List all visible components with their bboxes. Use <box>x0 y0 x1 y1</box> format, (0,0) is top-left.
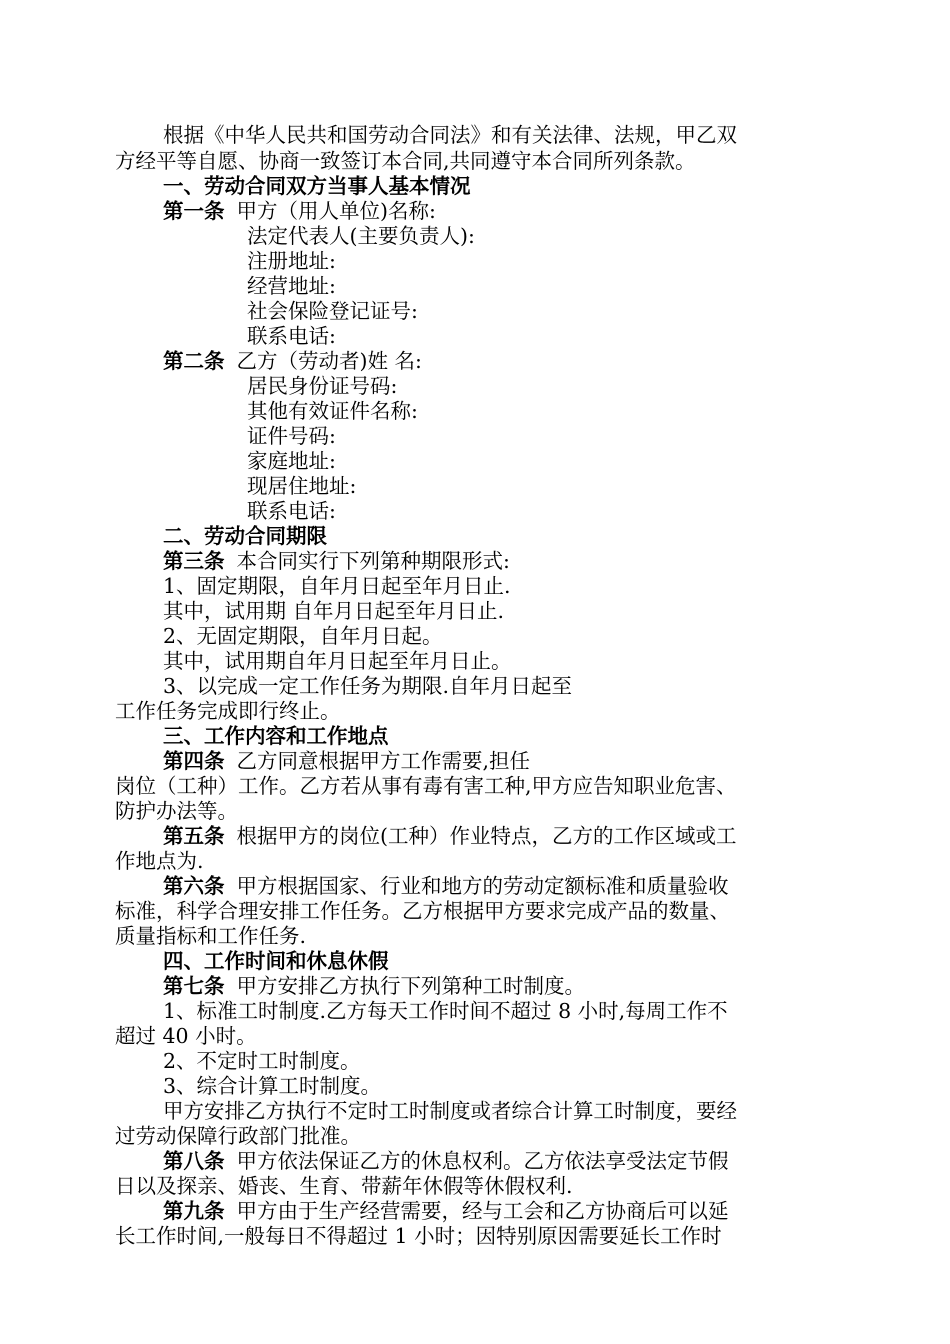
article-9-cont: 长工作时间,一般每日不得超过 1 小时；因特别原因需要延长工作时 <box>115 1224 722 1248</box>
section-heading-1: 一、劳动合同双方当事人基本情况 <box>163 174 471 198</box>
intro-line-2: 方经平等自愿、协商一致签订本合同,共同遵守本合同所列条款。 <box>115 149 696 173</box>
term-fixed-probation: 其中，试用期 自年月日起至年月日止. <box>163 599 505 623</box>
article-7-text: 甲方安排乙方执行下列第种工时制度。 <box>236 974 585 998</box>
article-5-cont: 作地点为. <box>115 849 204 873</box>
article-5-text: 根据甲方的岗位(工种）作业特点，乙方的工作区域或工 <box>236 824 737 848</box>
field-registered-address: 注册地址: <box>247 249 336 273</box>
hours-standard: 1、标准工时制度.乙方每天工作时间不超过 8 小时,每周工作不 <box>163 999 728 1023</box>
field-home-address: 家庭地址: <box>247 449 336 473</box>
article-6-cont-1: 标准，科学合理安排工作任务。乙方根据甲方要求完成产品的数量、 <box>115 899 730 923</box>
field-id-no: 证件号码: <box>247 424 336 448</box>
term-open: 2、无固定期限，自年月日起。 <box>163 624 443 648</box>
article-6-cont-2: 质量指标和工作任务. <box>115 924 307 948</box>
article-8-line <box>163 1149 883 1174</box>
field-id-number: 居民身份证号码: <box>247 374 398 398</box>
article-6-line <box>163 874 883 899</box>
article-1-text: 甲方（用人单位)名称: <box>236 199 436 223</box>
article-9-head: 第九条 <box>163 1199 225 1223</box>
article-4-line <box>163 749 883 774</box>
field-business-address: 经营地址: <box>247 274 336 298</box>
article-6-text: 甲方根据国家、行业和地方的劳动定额标准和质量验收 <box>236 874 729 898</box>
article-7-line <box>163 974 883 999</box>
section-heading-3: 三、工作内容和工作地点 <box>163 724 389 748</box>
field-current-address: 现居住地址: <box>247 474 357 498</box>
article-9-line <box>163 1199 883 1224</box>
article-4-cont-2: 防护办法等。 <box>115 799 238 823</box>
intro-line-1: 根据《中华人民共和国劳动合同法》和有关法律、法规，甲乙双 <box>163 123 737 147</box>
hours-approval: 甲方安排乙方执行不定时工时制度或者综合计算工时制度，要经 <box>163 1099 737 1123</box>
article-9-text: 甲方由于生产经营需要，经与工会和乙方协商后可以延 <box>236 1199 729 1223</box>
article-4-text: 乙方同意根据甲方工作需要,担任 <box>236 749 531 773</box>
term-fixed: 1、固定期限，自年月日起至年月日止. <box>163 574 511 598</box>
article-5-head: 第五条 <box>163 824 225 848</box>
article-2-text: 乙方（劳动者)姓 名: <box>236 349 422 373</box>
hours-approval-cont: 过劳动保障行政部门批准。 <box>115 1124 361 1148</box>
field-worker-phone: 联系电话: <box>247 499 336 523</box>
term-task: 3、以完成一定工作任务为期限.自年月日起至 <box>163 674 573 698</box>
article-1-head: 第一条 <box>163 199 225 223</box>
article-3-head: 第三条 <box>163 549 225 573</box>
article-8-text: 甲方依法保证乙方的休息权利。乙方依法享受法定节假 <box>236 1149 729 1173</box>
field-other-id-name: 其他有效证件名称: <box>247 399 418 423</box>
term-open-probation: 其中，试用期自年月日起至年月日止。 <box>163 649 512 673</box>
field-legal-rep: 法定代表人(主要负责人): <box>247 224 475 248</box>
article-2-line <box>163 349 883 374</box>
article-4-head: 第四条 <box>163 749 225 773</box>
article-3-text: 本合同实行下列第种期限形式: <box>236 549 510 573</box>
section-heading-4: 四、工作时间和休息休假 <box>163 949 389 973</box>
article-8-cont: 日以及探亲、婚丧、生育、带薪年休假等休假权利. <box>115 1174 573 1198</box>
article-7-head: 第七条 <box>163 974 225 998</box>
hours-flexible: 2、不定时工时制度。 <box>163 1049 361 1073</box>
term-task-cont: 工作任务完成即行终止。 <box>115 699 341 723</box>
article-1-line <box>163 199 883 224</box>
section-heading-2: 二、劳动合同期限 <box>163 524 327 548</box>
hours-standard-cont: 超过 40 小时。 <box>115 1024 257 1048</box>
article-8-head: 第八条 <box>163 1149 225 1173</box>
article-6-head: 第六条 <box>163 874 225 898</box>
article-5-line <box>163 824 883 849</box>
field-employer-phone: 联系电话: <box>247 324 336 348</box>
article-2-head: 第二条 <box>163 349 225 373</box>
article-3-line <box>163 549 883 574</box>
article-4-cont-1: 岗位（工种）工作。乙方若从事有毒有害工种,甲方应告知职业危害、 <box>115 774 737 798</box>
field-social-insurance-no: 社会保险登记证号: <box>247 299 418 323</box>
hours-comprehensive: 3、综合计算工时制度。 <box>163 1074 382 1098</box>
